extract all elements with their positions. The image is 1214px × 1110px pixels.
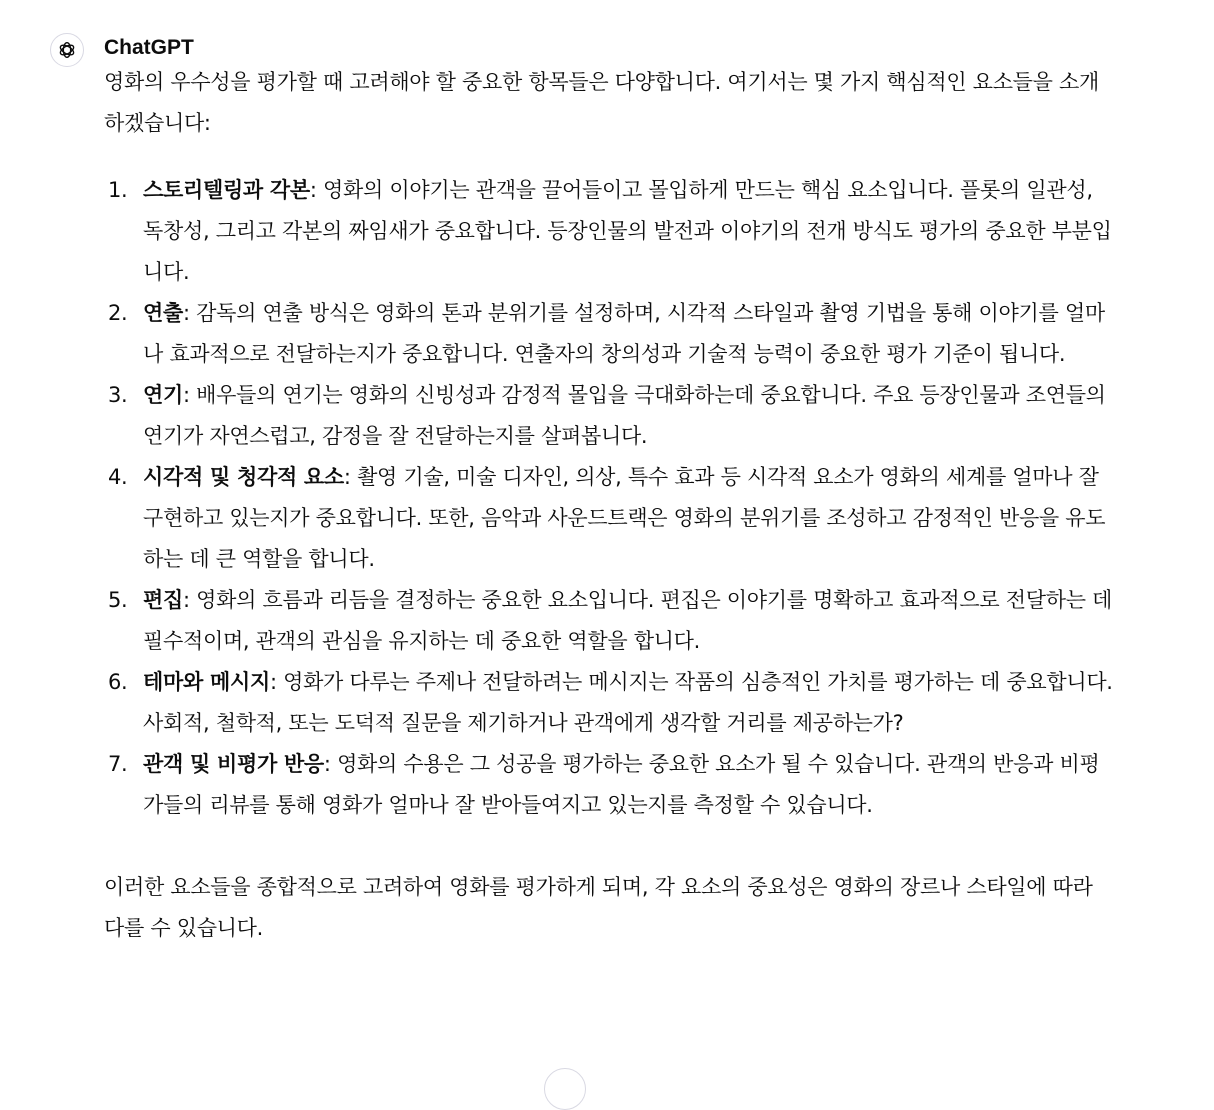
list-item — [104, 662, 1114, 744]
list-item-title: 연출 — [143, 301, 183, 325]
list-item-text: : 감독의 연출 방식은 영화의 톤과 분위기를 설정하며, 시각적 스타일과 촬영 기법을 통해 이야기를 얼마나 효과적으로 전달하는지가 중요합니다. 연출자의 창의성과 기술적 능력이 중요한 평가 기준이 됩니다. — [143, 301, 1105, 366]
list-item-number: 2. — [108, 301, 128, 325]
list-item-number: 5. — [108, 588, 128, 612]
list-item-title: 관객 및 비평가 반응 — [143, 752, 324, 776]
list-item-title: 테마와 메시지 — [143, 670, 270, 694]
message-content — [104, 62, 1114, 949]
list-item-number: 3. — [108, 383, 128, 407]
author-name: ChatGPT — [104, 36, 194, 59]
intro-paragraph: 영화의 우수성을 평가할 때 고려해야 할 중요한 항목들은 다양합니다. 여기서는 몇 가지 핵심적인 요소들을 소개하겠습니다: — [104, 70, 1099, 135]
scroll-down-button[interactable] — [544, 1068, 586, 1110]
conclusion-paragraph: 이러한 요소들을 종합적으로 고려하여 영화를 평가하게 되며, 각 요소의 중요성은 영화의 장르나 스타일에 따라 다를 수 있습니다. — [104, 875, 1093, 940]
list-item-number: 7. — [108, 752, 128, 776]
list-item-title: 시각적 및 청각적 요소 — [143, 465, 344, 489]
list-item — [104, 170, 1114, 293]
openai-logo-icon — [56, 39, 78, 61]
list-item-number: 6. — [108, 670, 128, 694]
list-item — [104, 580, 1114, 662]
list-item-title: 편집 — [143, 588, 183, 612]
list-item — [104, 744, 1114, 826]
avatar — [50, 33, 84, 67]
list-item-text: : 영화가 다루는 주제나 전달하려는 메시지는 작품의 심층적인 가치를 평가하는 데 중요합니다. 사회적, 철학적, 또는 도덕적 질문을 제기하거나 관객에게 생각할 거리를 제공하는가? — [143, 670, 1113, 735]
list-item-title: 연기 — [143, 383, 183, 407]
points-list — [104, 170, 1114, 826]
list-item-number: 4. — [108, 465, 128, 489]
list-item — [104, 457, 1114, 580]
list-item-text: : 영화의 이야기는 관객을 끌어들이고 몰입하게 만드는 핵심 요소입니다. 플롯의 일관성, 독창성, 그리고 각본의 짜임새가 중요합니다. 등장인물의 발전과 이야기의 전개 방식도 평가의 중요한 부분입니다. — [143, 178, 1112, 284]
list-item-title: 스토리텔링과 각본 — [143, 178, 310, 202]
list-item-text: : 영화의 수용은 그 성공을 평가하는 중요한 요소가 될 수 있습니다. 관객의 반응과 비평가들의 리뷰를 통해 영화가 얼마나 잘 받아들여지고 있는지를 측정할 수 있습니다. — [143, 752, 1100, 817]
list-item-number: 1. — [108, 178, 128, 202]
list-item-text: : 배우들의 연기는 영화의 신빙성과 감정적 몰입을 극대화하는데 중요합니다. 주요 등장인물과 조연들의 연기가 자연스럽고, 감정을 잘 전달하는지를 살펴봅니다. — [143, 383, 1106, 448]
list-item — [104, 375, 1114, 457]
list-item-text: : 영화의 흐름과 리듬을 결정하는 중요한 요소입니다. 편집은 이야기를 명확하고 효과적으로 전달하는 데 필수적이며, 관객의 관심을 유지하는 데 중요한 역할을 합니다. — [143, 588, 1113, 653]
list-item-text: : 촬영 기술, 미술 디자인, 의상, 특수 효과 등 시각적 요소가 영화의 세계를 얼마나 잘 구현하고 있는지가 중요합니다. 또한, 음악과 사운드트랙은 영화의 분위기를 조성하고 감정적인 반응을 유도하는 데 큰 역할을 합니다. — [143, 465, 1106, 571]
list-item — [104, 293, 1114, 375]
